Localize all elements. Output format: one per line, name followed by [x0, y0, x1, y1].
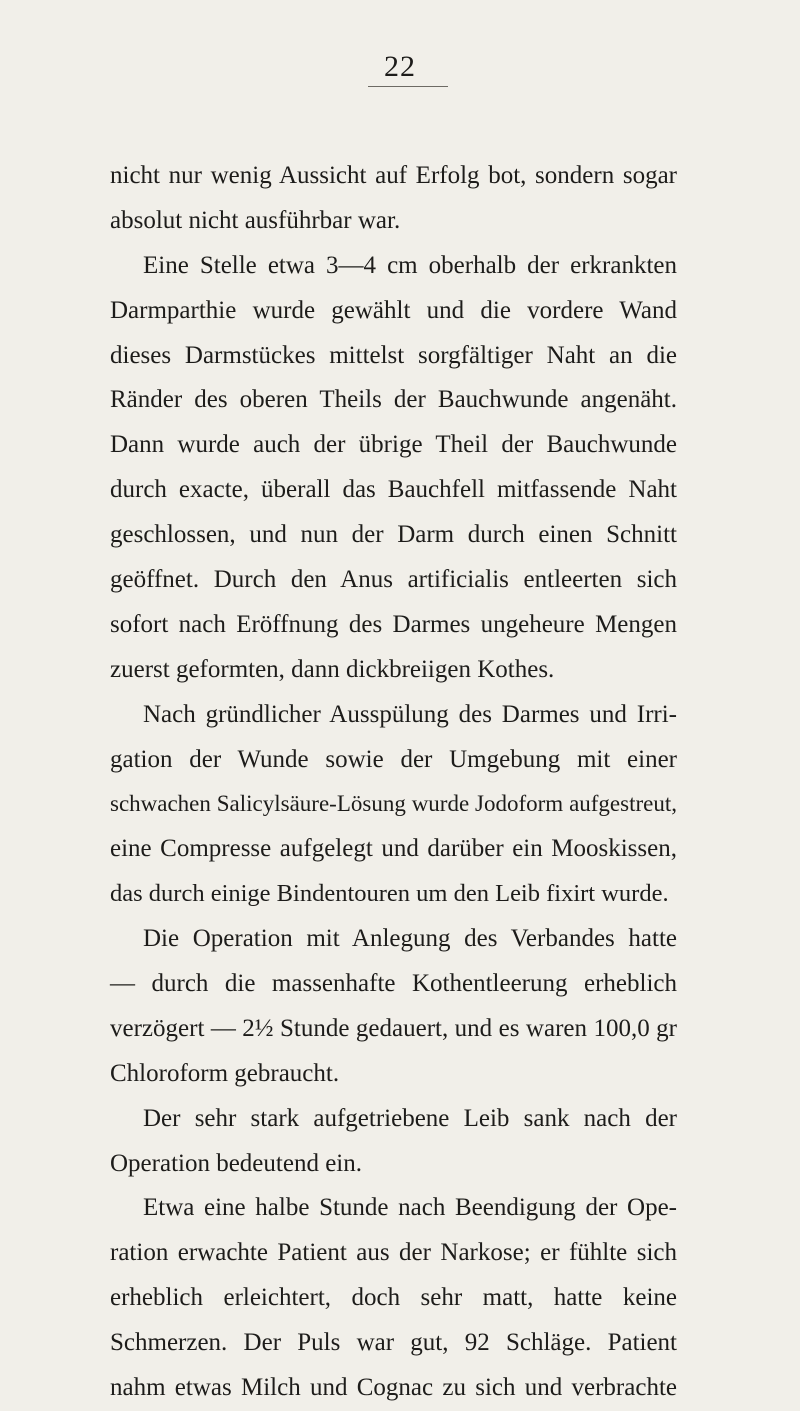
text-line: sofort nach Eröffnung des Darmes ungeheure Mengen: [110, 610, 677, 638]
text-line: verzögert — 2½ Stunde gedauert, und es waren 100,0 gr: [110, 1014, 677, 1042]
text-line: Chloroform gebraucht.: [110, 1059, 340, 1087]
text-line: erheblich erleichtert, doch sehr matt, hatte keine: [110, 1284, 677, 1312]
text-line: nicht nur wenig Aussicht auf Erfolg bot, sondern sogar: [110, 162, 677, 189]
text-line: Dann wurde auch der übrige Theil der Bauchwunde: [110, 431, 677, 459]
text-line: Operation bedeutend ein.: [110, 1149, 362, 1177]
text-line: gation der Wunde sowie der Umgebung mit einer: [110, 745, 677, 773]
text-line: absolut nicht ausführbar war.: [110, 206, 401, 234]
text-line: Die Operation mit Anlegung des Verbandes hatte: [143, 925, 677, 953]
text-line: nahm etwas Milch und Cognac zu sich und verbrachte: [110, 1374, 677, 1402]
text-line: Ränder des oberen Theils der Bauchwunde angenäht.: [110, 386, 677, 414]
text-line: Etwa eine halbe Stunde nach Beendigung der Ope-: [143, 1194, 677, 1222]
page-number: 22: [0, 50, 800, 87]
text-line: Darmparthie wurde gewählt und die vordere Wand: [110, 296, 677, 324]
text-line: das durch einige Bindentouren um den Leib fixirt wurde.: [110, 880, 669, 908]
text-line: Schmerzen. Der Puls war gut, 92 Schläge. Patient: [110, 1329, 677, 1357]
text-line: dieses Darmstückes mittelst sorgfältiger Naht an die: [110, 341, 677, 369]
text-line: schwachen Salicylsäure-Lösung wurde Jodoform aufgestreut,: [110, 791, 677, 817]
text-line: geöffnet. Durch den Anus artificialis entleerten sich: [110, 566, 677, 594]
text-line: durch exacte, überall das Bauchfell mitfassende Naht: [110, 476, 677, 504]
text-line: Nach gründlicher Ausspülung des Darmes und Irri-: [143, 700, 677, 728]
text-line: Eine Stelle etwa 3—4 cm oberhalb der erkrankten: [143, 251, 677, 279]
text-line: Der sehr stark aufgetriebene Leib sank nach der: [143, 1104, 677, 1132]
body-text: [110, 154, 677, 1411]
text-line: ration erwachte Patient aus der Narkose; er fühlte sich: [110, 1239, 677, 1267]
text-line: eine Compresse aufgelegt und darüber ein Mooskissen,: [110, 835, 677, 863]
text-line: geschlossen, und nun der Darm durch einen Schnitt: [110, 521, 677, 549]
text-line: zuerst geformten, dann dickbreiigen Kothes.: [110, 655, 555, 683]
text-line: — durch die massenhafte Kothentleerung erheblich: [110, 970, 677, 998]
